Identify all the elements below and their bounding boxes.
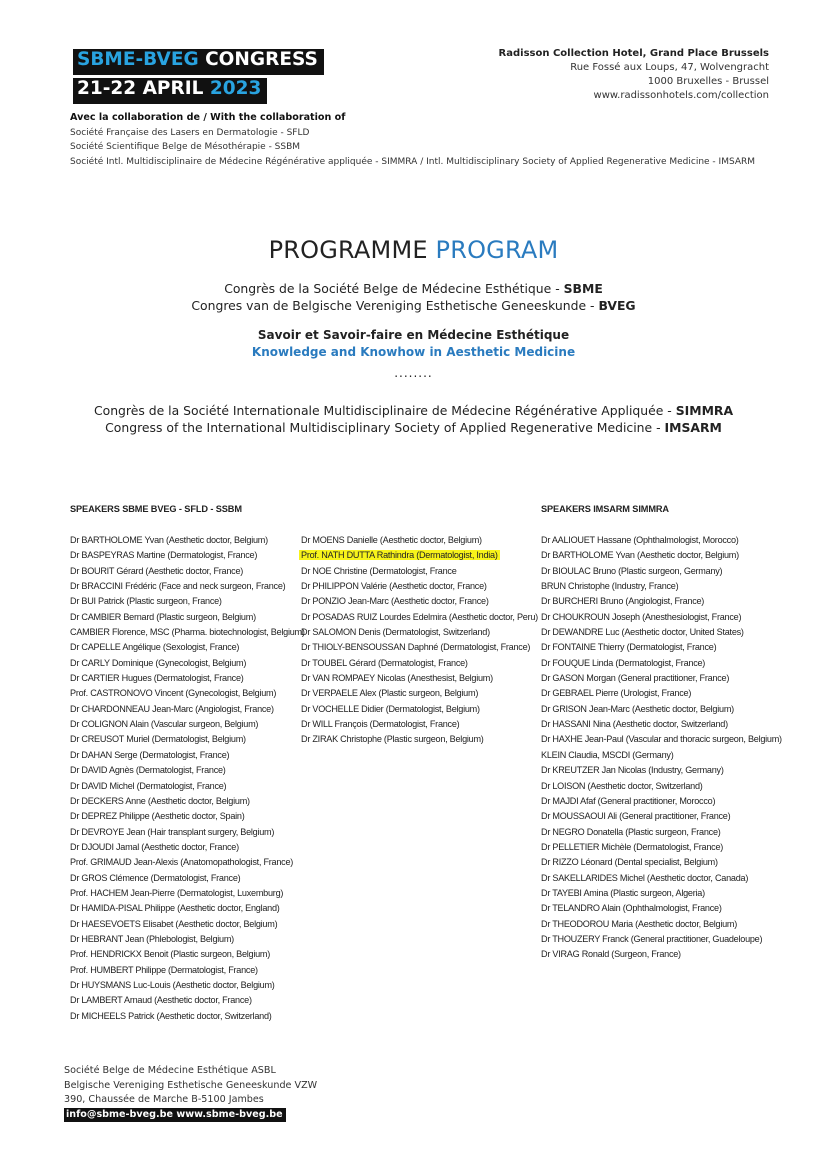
- speaker-list-item: [70, 671, 305, 686]
- congress-line-nl-acronym: BVEG: [598, 297, 636, 313]
- speakers-sbme-heading: SPEAKERS SBME BVEG - SFLD - SSBM: [70, 504, 242, 514]
- speaker-name: Dr HAESEVOETS Elisabet (Aesthetic doctor, Belgium): [70, 918, 278, 929]
- speaker-list-item: [301, 594, 538, 609]
- sbme-bveg-congress-lines: [0, 281, 827, 314]
- speaker-list-item: [541, 717, 782, 732]
- speaker-name: Dr LOISON (Aesthetic doctor, Switzerland): [541, 780, 703, 791]
- speaker-name: Dr VERPAELE Alex (Plastic surgeon, Belgium): [301, 688, 479, 699]
- speaker-list-item: [541, 610, 782, 625]
- speaker-name: Dr DEPREZ Philippe (Aesthetic doctor, Spain): [70, 811, 245, 822]
- speaker-list-item: [541, 748, 782, 763]
- logo-sbme-bveg: SBME-BVEG: [77, 49, 199, 70]
- simmra-congress-lines: [0, 403, 827, 436]
- speaker-name: Dr TELANDRO Alain (Ophthalmologist, France): [541, 903, 722, 914]
- speaker-list-item: [70, 825, 305, 840]
- theme-en: Knowledge and Knowhow in Aesthetic Medicine: [251, 344, 576, 359]
- speaker-name: Prof. HACHEM Jean-Pierre (Dermatologist, Luxemburg): [70, 887, 284, 898]
- speaker-name: Dr NEGRO Donatella (Plastic surgeon, France): [541, 826, 721, 837]
- collaboration-heading: Avec la collaboration de / With the collaboration of: [70, 112, 346, 123]
- speaker-list-item: [541, 548, 782, 563]
- speaker-list-item: [70, 947, 305, 962]
- speakers-column-3: [541, 533, 782, 963]
- speaker-list-item: [541, 855, 782, 870]
- speaker-list-item: [70, 533, 305, 548]
- speakers-column-2: [301, 533, 538, 748]
- speaker-list-item: [70, 963, 305, 978]
- speaker-list-item: [70, 794, 305, 809]
- speaker-name: KLEIN Claudia, MSCDI (Germany): [541, 749, 674, 760]
- speaker-list-item: [301, 548, 538, 563]
- footer-block: [64, 1064, 317, 1122]
- speaker-name: Dr KREUTZER Jan Nicolas (Industry, Germany): [541, 765, 724, 776]
- speaker-list-item: [541, 947, 782, 962]
- venue-city: 1000 Bruxelles - Brussel: [647, 76, 769, 87]
- speaker-name: Dr CAPELLE Angélique (Sexologist, France): [70, 642, 240, 653]
- speaker-list-item: [541, 564, 782, 579]
- speaker-name: Dr HAXHE Jean-Paul (Vascular and thoracic surgeon, Belgium): [541, 734, 782, 745]
- footer-line2: Belgische Vereniging Esthetische Geneeskunde VZW: [64, 1079, 318, 1091]
- speaker-name: Dr DAVID Agnès (Dermatologist, France): [70, 765, 226, 776]
- speaker-list-item: [301, 564, 538, 579]
- collaboration-line: Société Française des Lasers en Dermatologie - SFLD: [70, 127, 310, 138]
- speaker-name: Dr THEODOROU Maria (Aesthetic doctor, Belgium): [541, 918, 738, 929]
- speaker-list-item: [301, 686, 538, 701]
- speaker-name: Dr THIOLY-BENSOUSSAN Daphné (Dermatologist, France): [301, 642, 531, 653]
- speaker-list-item: [70, 579, 305, 594]
- speaker-list-item: [541, 763, 782, 778]
- speaker-name: Dr POSADAS RUIZ Lourdes Edelmira (Aesthetic doctor, Peru): [301, 611, 538, 622]
- theme-fr: Savoir et Savoir-faire en Médecine Esthétique: [257, 328, 570, 342]
- speaker-name: Dr CHARDONNEAU Jean-Marc (Angiologist, France): [70, 703, 274, 714]
- footer-contact[interactable]: info@sbme-bveg.be www.sbme-bveg.be: [64, 1108, 286, 1122]
- speaker-list-item: [70, 686, 305, 701]
- speaker-list-item: [541, 640, 782, 655]
- speaker-list-item: [541, 825, 782, 840]
- speaker-list-item: [70, 779, 305, 794]
- speaker-name: Dr TAYEBI Amina (Plastic surgeon, Algeria): [541, 887, 705, 898]
- speaker-list-item: [70, 656, 305, 671]
- speaker-list-item: [541, 794, 782, 809]
- theme-block: [0, 327, 827, 360]
- congress-line-fr-text: Congrès de la Société Belge de Médecine Esthétique -: [224, 281, 564, 296]
- speaker-list-item: [301, 533, 538, 548]
- speaker-name: Dr BUI Patrick (Plastic surgeon, France): [70, 596, 222, 607]
- speaker-list-item: [301, 702, 538, 717]
- speaker-list-item: [541, 809, 782, 824]
- speaker-list-item: [301, 717, 538, 732]
- speaker-name: Dr MOUSSAOUI Ali (General practitioner, France): [541, 811, 731, 822]
- speaker-name: Dr DAVID Michel (Dermatologist, France): [70, 780, 227, 791]
- speaker-list-item: [70, 717, 305, 732]
- speaker-list-item: [541, 932, 782, 947]
- speaker-list-item: [70, 978, 305, 993]
- speaker-list-item: [70, 901, 305, 916]
- logo-year: 2023: [209, 78, 262, 99]
- speaker-name: Dr CAMBIER Bernard (Plastic surgeon, Belgium): [70, 611, 256, 622]
- speaker-name: Dr DEVROYE Jean (Hair transplant surgery, Belgium): [70, 826, 275, 837]
- speaker-name: Dr PHILIPPON Valérie (Aesthetic doctor, France): [301, 581, 487, 592]
- speaker-name: Dr NOE Christine (Dermatologist, France: [301, 565, 457, 576]
- speaker-name: Dr DAHAN Serge (Dermatologist, France): [70, 749, 230, 760]
- speaker-list-item: [70, 748, 305, 763]
- speaker-list-item: [70, 886, 305, 901]
- speaker-list-item: [541, 732, 782, 747]
- venue-url[interactable]: www.radissonhotels.com/collection: [593, 90, 769, 101]
- speaker-list-item: [70, 640, 305, 655]
- speaker-name: CAMBIER Florence, MSC (Pharma. biotechnologist, Belgium): [70, 627, 305, 638]
- speaker-list-item: [301, 732, 538, 747]
- collaboration-line: Société Intl. Multidisciplinaire de Médecine Régénérative appliquée - SIMMRA / Intl. Multidisciplinary Society of Applied Regenerative Medicine - IMSARM: [70, 156, 756, 167]
- speaker-list-item: [70, 855, 305, 870]
- speaker-name: Dr CREUSOT Muriel (Dermatologist, Belgium): [70, 734, 246, 745]
- speaker-list-item: [541, 671, 782, 686]
- speaker-name: Dr MICHEELS Patrick (Aesthetic doctor, Switzerland): [70, 1010, 272, 1021]
- speaker-list-item: [301, 671, 538, 686]
- speaker-list-item: [301, 640, 538, 655]
- speaker-name: Dr SALOMON Denis (Dermatologist, Switzerland): [301, 627, 490, 638]
- venue-name: Radisson Collection Hotel, Grand Place Brussels: [498, 48, 769, 59]
- speaker-name: Dr GASON Morgan (General practitioner, France): [541, 673, 730, 684]
- speaker-name: Dr LAMBERT Arnaud (Aesthetic doctor, France): [70, 995, 252, 1006]
- speaker-name: Dr FOUQUE Linda (Dermatologist, France): [541, 657, 706, 668]
- speaker-list-item: [70, 1009, 305, 1024]
- speaker-list-item: [541, 779, 782, 794]
- speaker-name: Dr TOUBEL Gérard (Dermatologist, France): [301, 657, 468, 668]
- imsarm-line-en-acronym: IMSARM: [664, 419, 722, 435]
- speaker-name: Dr DJOUDI Jamal (Aesthetic doctor, France): [70, 841, 239, 852]
- speaker-name: Dr BURCHERI Bruno (Angiologist, France): [541, 596, 705, 607]
- speaker-name: Dr CHOUKROUN Joseph (Anesthesiologist, France): [541, 611, 742, 622]
- speaker-list-item: [541, 625, 782, 640]
- speaker-list-item: [70, 917, 305, 932]
- speaker-list-item: [70, 732, 305, 747]
- speaker-name: Dr HEBRANT Jean (Phlebologist, Belgium): [70, 933, 234, 944]
- speaker-name: Dr BARTHOLOME Yvan (Aesthetic doctor, Belgium): [70, 535, 268, 545]
- speaker-name: Dr GRISON Jean-Marc (Aesthetic doctor, Belgium): [541, 703, 734, 714]
- speaker-name: Dr GROS Clémence (Dermatologist, France): [70, 872, 241, 883]
- speaker-list-item: [70, 564, 305, 579]
- speaker-list-item: [70, 610, 305, 625]
- speaker-name: Dr BIOULAC Bruno (Plastic surgeon, Germany): [541, 565, 723, 576]
- speaker-name: Dr VIRAG Ronald (Surgeon, France): [541, 949, 681, 960]
- speaker-name: Prof. GRIMAUD Jean-Alexis (Anatomopathologist, France): [70, 857, 294, 868]
- speaker-name: Prof. NATH DUTTA Rathindra (Dermatologist, India): [301, 550, 498, 561]
- venue-block: [499, 47, 769, 103]
- speaker-name: Dr THOUZERY Franck (General practitioner, Guadeloupe): [541, 933, 763, 944]
- speaker-list-item: [70, 932, 305, 947]
- speaker-name: Dr BOURIT Gérard (Aesthetic doctor, France): [70, 565, 244, 576]
- speaker-list-item: [541, 702, 782, 717]
- speaker-name: Dr DEWANDRE Luc (Aesthetic doctor, United States): [541, 627, 744, 638]
- logo-congress: CONGRESS: [198, 49, 318, 70]
- speaker-name: Dr RIZZO Léonard (Dental specialist, Belgium): [541, 857, 718, 868]
- speaker-list-item: [541, 871, 782, 886]
- speaker-name: Dr GEBRAEL Pierre (Urologist, France): [541, 688, 692, 699]
- speaker-name: Prof. HENDRICKX Benoit (Plastic surgeon, Belgium): [70, 949, 271, 960]
- speaker-list-item: [541, 840, 782, 855]
- speaker-list-item: [541, 594, 782, 609]
- title-program: PROGRAM: [435, 236, 559, 264]
- speaker-name: Dr BASPEYRAS Martine (Dermatologist, France): [70, 550, 258, 561]
- speaker-list-item: [541, 917, 782, 932]
- speaker-name: Dr PONZIO Jean-Marc (Aesthetic doctor, France): [301, 596, 489, 607]
- speaker-list-item: [70, 763, 305, 778]
- footer-address: 390, Chaussée de Marche B-5100 Jambes: [64, 1094, 264, 1105]
- speaker-list-item: [541, 886, 782, 901]
- speaker-list-item: [70, 840, 305, 855]
- speaker-list-item: [541, 579, 782, 594]
- speaker-name: Dr PELLETIER Michèle (Dermatologist, France): [541, 841, 724, 852]
- imsarm-line-en: [0, 420, 827, 437]
- logo-dates: 21-22 APRIL: [77, 78, 210, 99]
- separator-dots: ........: [394, 366, 433, 380]
- speaker-name: Dr HASSANI Nina (Aesthetic doctor, Switzerland): [541, 719, 728, 730]
- speaker-name: Dr HUYSMANS Luc-Louis (Aesthetic doctor, Belgium): [70, 979, 275, 990]
- speaker-name: Dr SAKELLARIDES Michel (Aesthetic doctor, Canada): [541, 872, 749, 883]
- speaker-name: Dr AALIOUET Hassane (Ophthalmologist, Morocco): [541, 535, 739, 545]
- speaker-name: Prof. HUMBERT Philippe (Dermatologist, France): [70, 964, 258, 975]
- speaker-list-item: [301, 579, 538, 594]
- speakers-imsarm-heading: SPEAKERS IMSARM SIMMRA: [541, 504, 669, 514]
- simmra-line-fr-acronym: SIMMRA: [675, 403, 734, 418]
- speaker-name: Dr MAJDI Afaf (General practitioner, Morocco): [541, 795, 716, 806]
- speaker-name: Dr BARTHOLOME Yvan (Aesthetic doctor, Belgium): [541, 550, 739, 561]
- speaker-list-item: [541, 656, 782, 671]
- collaboration-line: Société Scientifique Belge de Mésothérapie - SSBM: [70, 142, 301, 152]
- speaker-name: Dr ZIRAK Christophe (Plastic surgeon, Belgium): [301, 734, 484, 745]
- title-programme: PROGRAMME: [268, 236, 436, 264]
- congress-line-fr: [0, 281, 827, 298]
- speaker-name: Dr MOENS Danielle (Aesthetic doctor, Belgium): [301, 535, 482, 545]
- congress-line-nl: [0, 298, 827, 315]
- speaker-list-item: [541, 686, 782, 701]
- simmra-line-fr: [0, 403, 827, 420]
- congress-logo-line2: [73, 78, 267, 104]
- speaker-name: Dr HAMIDA-PISAL Philippe (Aesthetic doctor, England): [70, 903, 280, 914]
- speaker-name: Dr WILL François (Dermatologist, France): [301, 719, 460, 730]
- speaker-list-item: [301, 610, 538, 625]
- speaker-list-item: [70, 993, 305, 1008]
- speaker-name: Dr FONTAINE Thierry (Dermatologist, France): [541, 642, 717, 653]
- footer-line1: Société Belge de Médecine Esthétique ASBL: [64, 1065, 276, 1076]
- speaker-name: Dr BRACCINI Frédéric (Face and neck surgeon, France): [70, 581, 286, 592]
- speaker-list-item: [301, 656, 538, 671]
- imsarm-line-en-text: Congress of the International Multidisciplinary Society of Applied Regenerative Medicine -: [105, 419, 665, 435]
- speaker-list-item: [70, 871, 305, 886]
- speaker-name: Prof. CASTRONOVO Vincent (Gynecologist, Belgium): [70, 688, 277, 699]
- speaker-list-item: [70, 548, 305, 563]
- speaker-name: Dr VOCHELLE Didier (Dermatologist, Belgium): [301, 703, 480, 714]
- speaker-list-item: [70, 625, 305, 640]
- speaker-name: Dr VAN ROMPAEY Nicolas (Anesthesist, Belgium): [301, 673, 493, 684]
- page-title: [0, 236, 827, 264]
- speaker-list-item: [541, 901, 782, 916]
- congress-line-fr-acronym: SBME: [563, 281, 603, 296]
- speaker-list-item: [70, 594, 305, 609]
- venue-street: Rue Fossé aux Loups, 47, Wolvengracht: [570, 62, 769, 73]
- speaker-list-item: [70, 702, 305, 717]
- collaboration-block: [70, 111, 755, 169]
- speaker-list-item: [301, 625, 538, 640]
- congress-logo-line1: [73, 49, 324, 75]
- speaker-name: Dr CARTIER Hugues (Dermatologist, France): [70, 673, 244, 684]
- speaker-name: BRUN Christophe (Industry, France): [541, 581, 679, 592]
- speaker-list-item: [70, 809, 305, 824]
- speaker-name: Dr DECKERS Anne (Aesthetic doctor, Belgium): [70, 795, 250, 806]
- speakers-column-1: [70, 533, 305, 1024]
- speaker-name: Dr COLIGNON Alain (Vascular surgeon, Belgium): [70, 719, 259, 730]
- speaker-name: Dr CARLY Dominique (Gynecologist, Belgium): [70, 657, 247, 668]
- congress-line-nl-text: Congres van de Belgische Vereniging Esthetische Geneeskunde -: [191, 297, 599, 313]
- simmra-line-fr-text: Congrès de la Société Internationale Multidisciplinaire de Médecine Régénérative Appliquée -: [93, 403, 676, 418]
- speaker-list-item: [541, 533, 782, 548]
